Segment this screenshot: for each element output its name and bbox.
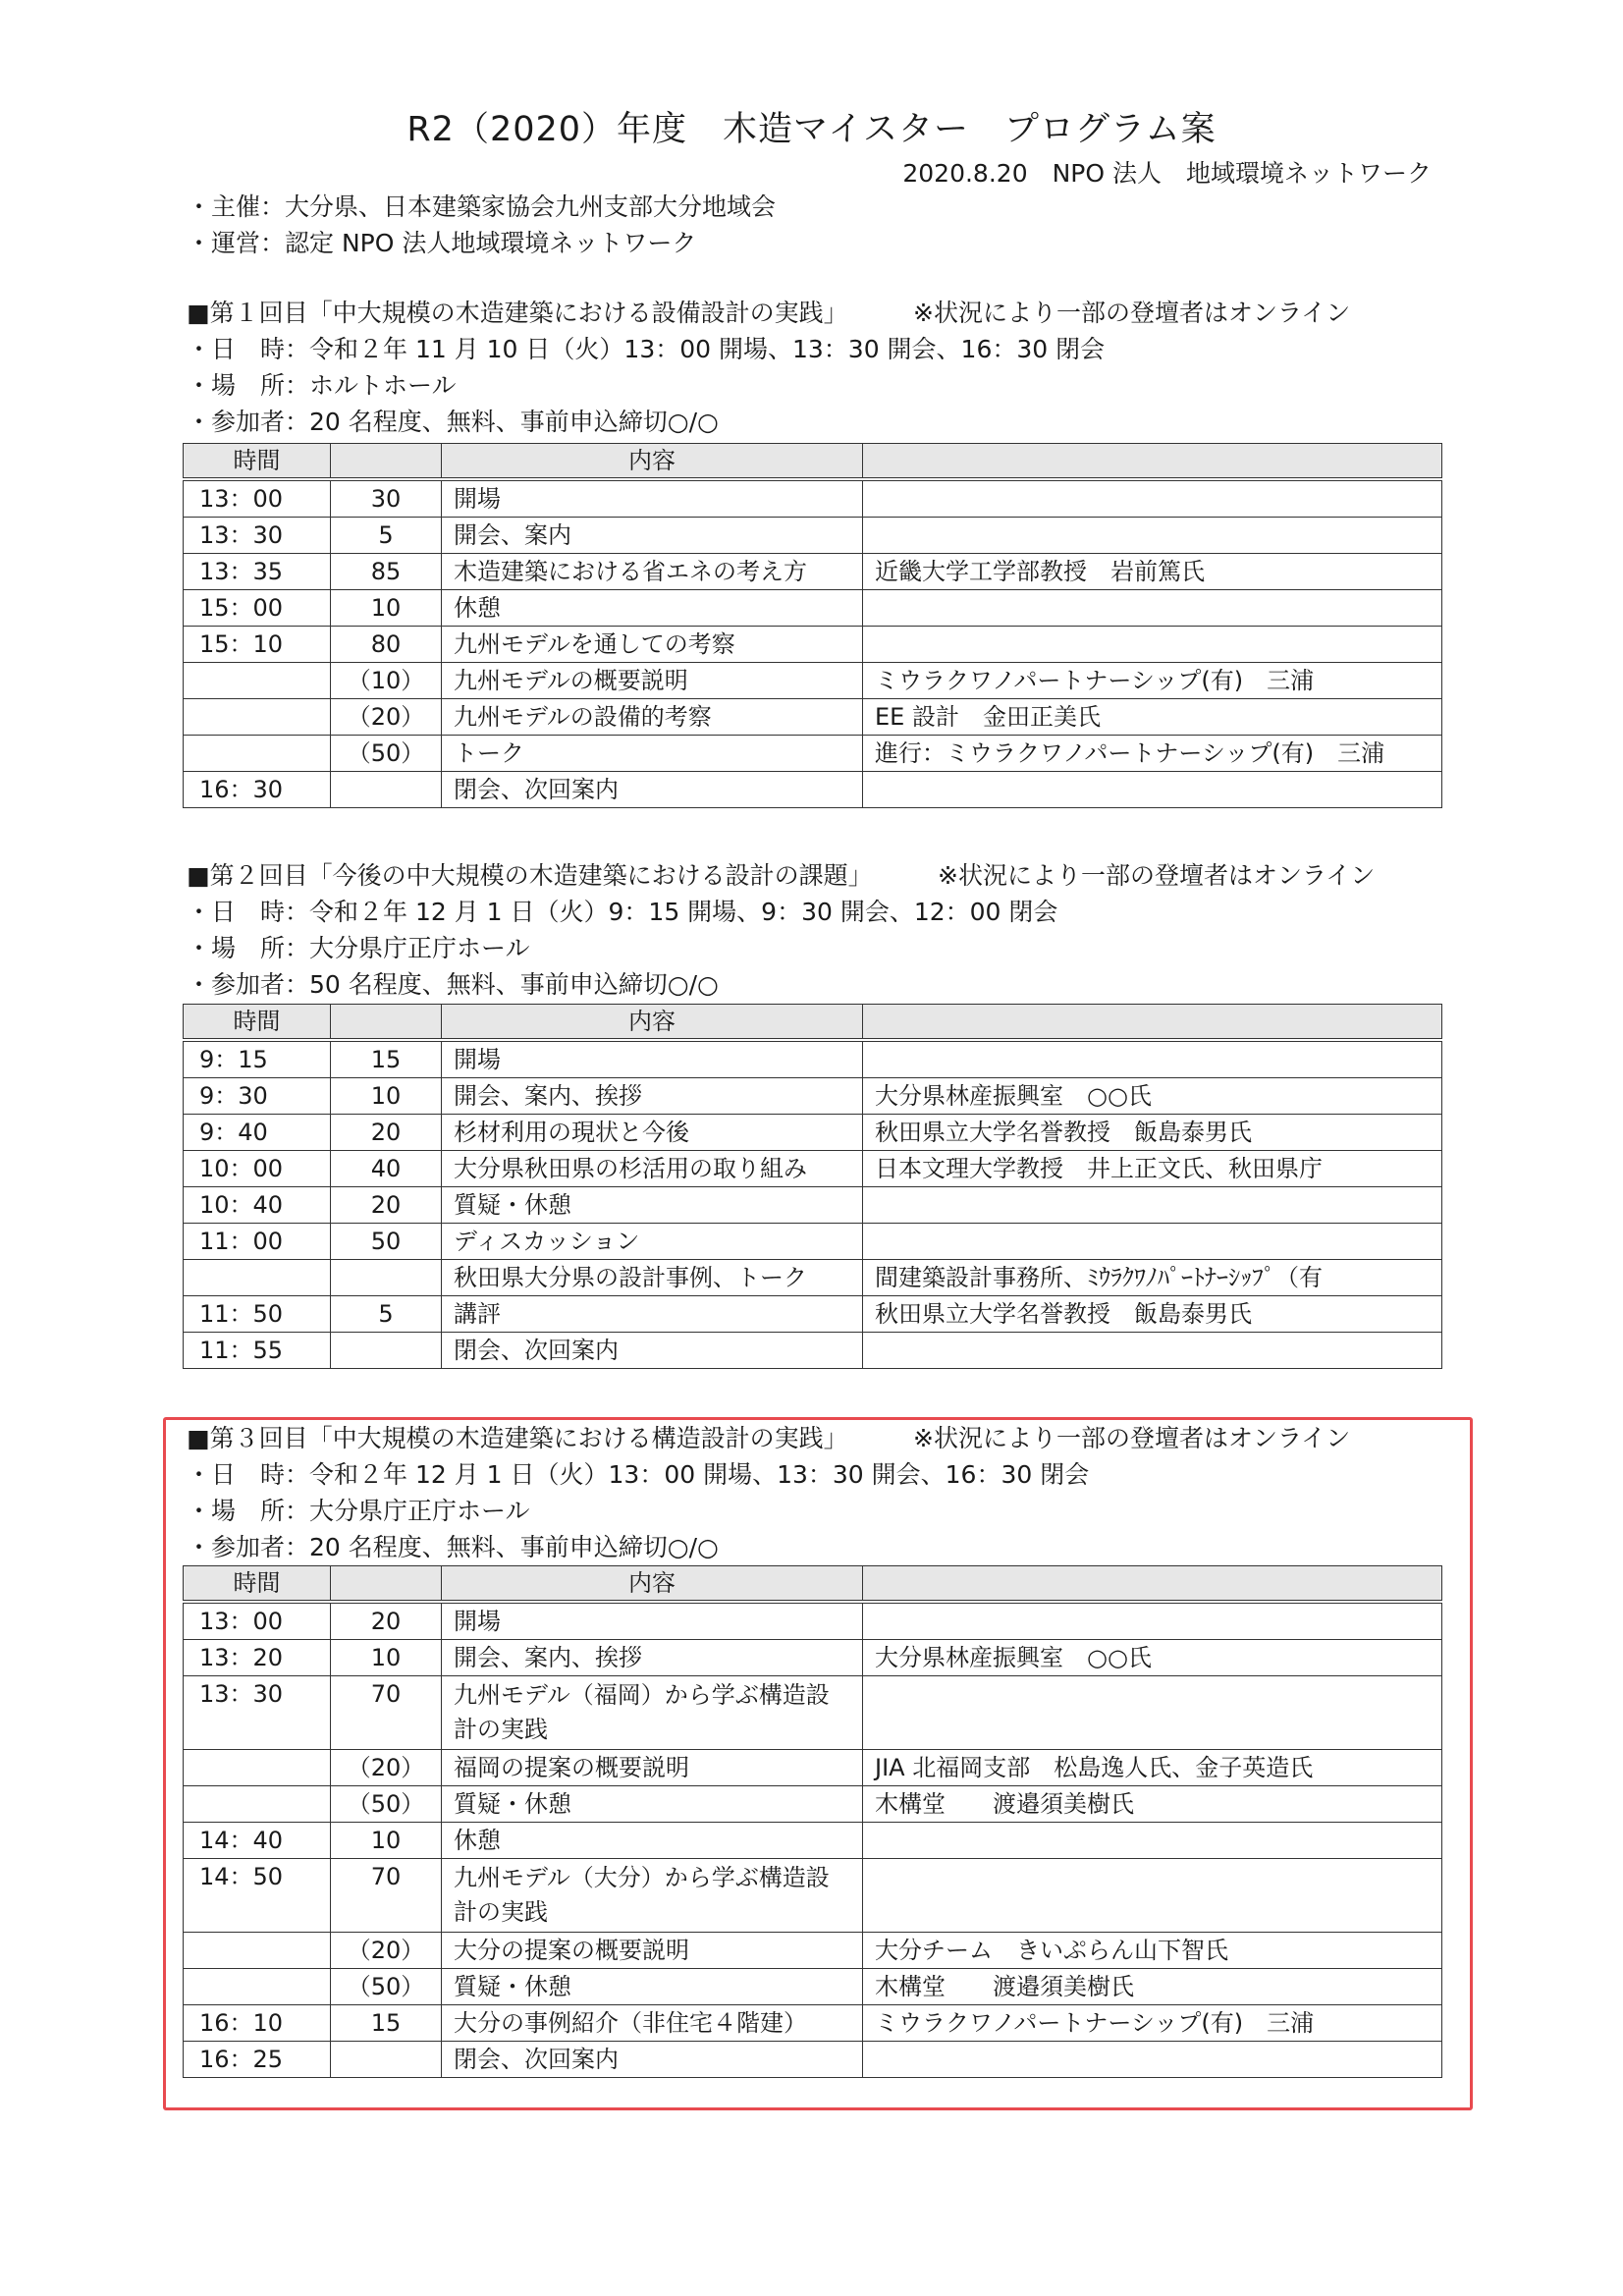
speaker-cell xyxy=(863,518,1442,554)
content-cell: 開場 xyxy=(442,1602,863,1640)
speaker-cell: 日本文理大学教授 井上正文氏、秋田県庁 xyxy=(863,1151,1442,1187)
header-speaker xyxy=(863,1005,1442,1041)
minutes-cell: 70 xyxy=(331,1859,442,1933)
session-1-header xyxy=(187,295,1351,440)
session-2-header xyxy=(187,857,1376,1003)
table-row xyxy=(184,1969,1442,2005)
table-header-row xyxy=(184,1005,1442,1041)
time-cell: 14：50 xyxy=(184,1859,331,1933)
content-cell: 開会、案内、挨拶 xyxy=(442,1078,863,1115)
table-row xyxy=(184,1115,1442,1151)
speaker-cell: 間建築設計事務所、ﾐｳﾗｸﾜﾉﾊﾟｰﾄﾅｰｼｯﾌﾟ（有 xyxy=(863,1260,1442,1296)
time-cell: 11：50 xyxy=(184,1296,331,1333)
minutes-cell: 15 xyxy=(331,2005,442,2042)
content-cell: 大分県秋田県の杉活用の取り組み xyxy=(442,1151,863,1187)
content-cell: 杉材利用の現状と今後 xyxy=(442,1115,863,1151)
content-cell: 九州モデル（福岡）から学ぶ構造設計の実践 xyxy=(442,1676,863,1750)
header-minutes xyxy=(331,1566,442,1603)
speaker-cell xyxy=(863,1823,1442,1859)
table-row xyxy=(184,1187,1442,1224)
content-cell: 質疑・休憩 xyxy=(442,1786,863,1823)
header-minutes xyxy=(331,444,442,480)
table-row xyxy=(184,1260,1442,1296)
session-participants: ・参加者：20 名程度、無料、事前申込締切○/○ xyxy=(187,1533,719,1561)
minutes-cell: 40 xyxy=(331,1151,442,1187)
time-cell: 16：25 xyxy=(184,2042,331,2078)
minutes-cell: 10 xyxy=(331,1823,442,1859)
table-header-row xyxy=(184,1566,1442,1603)
table-row xyxy=(184,699,1442,736)
minutes-cell: 50 xyxy=(331,1224,442,1260)
session-heading: ■第１回目「中大規模の木造建築における設備設計の実践」 xyxy=(187,299,848,327)
session-place: ・場 所：大分県庁正庁ホール xyxy=(187,1497,530,1525)
speaker-cell: ミウラクワノパートナーシップ(有) 三浦 xyxy=(863,663,1442,699)
content-cell: 閉会、次回案内 xyxy=(442,2042,863,2078)
content-cell: 休憩 xyxy=(442,590,863,627)
minutes-cell: （50） xyxy=(331,736,442,772)
minutes-cell xyxy=(331,1260,442,1296)
table-row xyxy=(184,1676,1442,1750)
content-cell: 大分の事例紹介（非住宅４階建） xyxy=(442,2005,863,2042)
time-cell: 13：00 xyxy=(184,1602,331,1640)
time-cell xyxy=(184,1786,331,1823)
speaker-cell xyxy=(863,1333,1442,1369)
content-cell: 大分の提案の概要説明 xyxy=(442,1933,863,1969)
table-row xyxy=(184,1333,1442,1369)
minutes-cell: 20 xyxy=(331,1602,442,1640)
time-cell: 13：00 xyxy=(184,479,331,518)
table-row xyxy=(184,1078,1442,1115)
time-cell: 15：10 xyxy=(184,627,331,663)
time-cell: 13：30 xyxy=(184,518,331,554)
time-cell xyxy=(184,1260,331,1296)
table-row xyxy=(184,1859,1442,1933)
time-cell: 13：20 xyxy=(184,1640,331,1676)
minutes-cell: （20） xyxy=(331,1750,442,1786)
content-cell: 福岡の提案の概要説明 xyxy=(442,1750,863,1786)
session-place: ・場 所：ホルトホール xyxy=(187,371,457,400)
speaker-cell: 木構堂 渡邉須美樹氏 xyxy=(863,1786,1442,1823)
time-cell: 10：00 xyxy=(184,1151,331,1187)
speaker-cell: 秋田県立大学名誉教授 飯島泰男氏 xyxy=(863,1296,1442,1333)
session-3-program-table xyxy=(183,1565,1442,2078)
online-note: ※状況により一部の登壇者はオンライン xyxy=(938,861,1376,890)
content-cell: 開場 xyxy=(442,479,863,518)
minutes-cell: 20 xyxy=(331,1115,442,1151)
table-row xyxy=(184,1750,1442,1786)
time-cell: 9：40 xyxy=(184,1115,331,1151)
table-header-row xyxy=(184,444,1442,480)
session-date: ・日 時：令和２年 12 月 1 日（火）9：15 開場、9：30 開会、12：00 閉会 xyxy=(187,898,1058,926)
minutes-cell: 10 xyxy=(331,1078,442,1115)
content-cell: 開会、案内 xyxy=(442,518,863,554)
time-cell: 15：00 xyxy=(184,590,331,627)
session-date: ・日 時：令和２年 11 月 10 日（火）13：00 開場、13：30 開会、16：30 閉会 xyxy=(187,335,1106,363)
content-cell: 九州モデルの設備的考察 xyxy=(442,699,863,736)
session-heading: ■第２回目「今後の中大規模の木造建築における設計の課題」 xyxy=(187,861,873,890)
table-row xyxy=(184,627,1442,663)
session-participants: ・参加者：20 名程度、無料、事前申込締切○/○ xyxy=(187,408,719,436)
table-row xyxy=(184,2005,1442,2042)
content-cell: 閉会、次回案内 xyxy=(442,772,863,808)
table-row xyxy=(184,2042,1442,2078)
minutes-cell: 30 xyxy=(331,479,442,518)
minutes-cell: （50） xyxy=(331,1969,442,2005)
organizer-line: ・主催：大分県、日本建築家協会九州支部大分地域会 xyxy=(187,192,777,221)
content-cell: 閉会、次回案内 xyxy=(442,1333,863,1369)
time-cell: 9：30 xyxy=(184,1078,331,1115)
speaker-cell: 木構堂 渡邉須美樹氏 xyxy=(863,1969,1442,2005)
content-cell: 開場 xyxy=(442,1040,863,1078)
content-cell: 秋田県大分県の設計事例、トーク xyxy=(442,1260,863,1296)
minutes-cell: 20 xyxy=(331,1187,442,1224)
speaker-cell xyxy=(863,1224,1442,1260)
table-row xyxy=(184,1823,1442,1859)
speaker-cell: 大分県林産振興室 ○○氏 xyxy=(863,1078,1442,1115)
table-row xyxy=(184,1151,1442,1187)
online-note: ※状況により一部の登壇者はオンライン xyxy=(913,299,1351,327)
table-row xyxy=(184,1602,1442,1640)
time-cell: 10：40 xyxy=(184,1187,331,1224)
speaker-cell xyxy=(863,590,1442,627)
content-cell: 木造建築における省エネの考え方 xyxy=(442,554,863,590)
table-row xyxy=(184,479,1442,518)
time-cell xyxy=(184,699,331,736)
content-cell: 九州モデル（大分）から学ぶ構造設計の実践 xyxy=(442,1859,863,1933)
time-cell xyxy=(184,1969,331,2005)
minutes-cell xyxy=(331,772,442,808)
speaker-cell xyxy=(863,1676,1442,1750)
session-participants: ・参加者：50 名程度、無料、事前申込締切○/○ xyxy=(187,970,719,999)
table-row xyxy=(184,1040,1442,1078)
table-row xyxy=(184,1786,1442,1823)
content-cell: トーク xyxy=(442,736,863,772)
content-cell: 九州モデルの概要説明 xyxy=(442,663,863,699)
speaker-cell: 近畿大学工学部教授 岩前篤氏 xyxy=(863,554,1442,590)
operator-line: ・運営：認定 NPO 法人地域環境ネットワーク xyxy=(187,229,697,257)
header-content: 内容 xyxy=(442,1005,863,1041)
minutes-cell: 70 xyxy=(331,1676,442,1750)
minutes-cell: （10） xyxy=(331,663,442,699)
time-cell: 14：40 xyxy=(184,1823,331,1859)
table-row xyxy=(184,1224,1442,1260)
minutes-cell: 10 xyxy=(331,590,442,627)
table-row xyxy=(184,736,1442,772)
minutes-cell: （20） xyxy=(331,699,442,736)
header-speaker xyxy=(863,444,1442,480)
minutes-cell: （20） xyxy=(331,1933,442,1969)
online-note: ※状況により一部の登壇者はオンライン xyxy=(913,1424,1351,1452)
session-place: ・場 所：大分県庁正庁ホール xyxy=(187,934,530,962)
table-row xyxy=(184,1296,1442,1333)
table-row xyxy=(184,772,1442,808)
content-cell: 質疑・休憩 xyxy=(442,1187,863,1224)
content-cell: 質疑・休憩 xyxy=(442,1969,863,2005)
content-cell: 九州モデルを通しての考察 xyxy=(442,627,863,663)
speaker-cell: EE 設計 金田正美氏 xyxy=(863,699,1442,736)
minutes-cell: 5 xyxy=(331,1296,442,1333)
time-cell: 16：30 xyxy=(184,772,331,808)
time-cell: 9：15 xyxy=(184,1040,331,1078)
speaker-cell xyxy=(863,479,1442,518)
speaker-cell xyxy=(863,1040,1442,1078)
minutes-cell: 15 xyxy=(331,1040,442,1078)
content-cell: 講評 xyxy=(442,1296,863,1333)
time-cell: 16：10 xyxy=(184,2005,331,2042)
table-row xyxy=(184,1640,1442,1676)
header-time: 時間 xyxy=(184,444,331,480)
minutes-cell xyxy=(331,2042,442,2078)
speaker-cell xyxy=(863,772,1442,808)
header-time: 時間 xyxy=(184,1566,331,1603)
speaker-cell xyxy=(863,2042,1442,2078)
minutes-cell: 5 xyxy=(331,518,442,554)
header-speaker xyxy=(863,1566,1442,1603)
table-row xyxy=(184,590,1442,627)
speaker-cell xyxy=(863,1602,1442,1640)
header-content: 内容 xyxy=(442,1566,863,1603)
session-1-program-table xyxy=(183,443,1442,808)
speaker-cell: 進行：ミウラクワノパートナーシップ(有) 三浦 xyxy=(863,736,1442,772)
minutes-cell: （50） xyxy=(331,1786,442,1823)
time-cell xyxy=(184,663,331,699)
header-time: 時間 xyxy=(184,1005,331,1041)
minutes-cell xyxy=(331,1333,442,1369)
content-cell: 休憩 xyxy=(442,1823,863,1859)
organizer-info xyxy=(187,189,776,261)
speaker-cell: 秋田県立大学名誉教授 飯島泰男氏 xyxy=(863,1115,1442,1151)
time-cell: 13：30 xyxy=(184,1676,331,1750)
speaker-cell: 大分県林産振興室 ○○氏 xyxy=(863,1640,1442,1676)
time-cell: 11：00 xyxy=(184,1224,331,1260)
session-2-program-table xyxy=(183,1004,1442,1369)
minutes-cell: 80 xyxy=(331,627,442,663)
table-row xyxy=(184,1933,1442,1969)
speaker-cell: JIA 北福岡支部 松島逸人氏、金子英造氏 xyxy=(863,1750,1442,1786)
time-cell xyxy=(184,1933,331,1969)
time-cell: 11：55 xyxy=(184,1333,331,1369)
header-minutes xyxy=(331,1005,442,1041)
header-content: 内容 xyxy=(442,444,863,480)
time-cell xyxy=(184,1750,331,1786)
speaker-cell xyxy=(863,627,1442,663)
speaker-cell: 大分チーム きいぷらん山下智氏 xyxy=(863,1933,1442,1969)
table-row xyxy=(184,518,1442,554)
content-cell: ディスカッション xyxy=(442,1224,863,1260)
table-row xyxy=(184,663,1442,699)
minutes-cell: 10 xyxy=(331,1640,442,1676)
session-heading: ■第３回目「中大規模の木造建築における構造設計の実践」 xyxy=(187,1424,848,1452)
minutes-cell: 85 xyxy=(331,554,442,590)
session-date: ・日 時：令和２年 12 月 1 日（火）13：00 開場、13：30 開会、16：30 閉会 xyxy=(187,1460,1090,1489)
document-date-author: 2020.8.20 NPO 法人 地域環境ネットワーク xyxy=(902,159,1432,188)
table-row xyxy=(184,554,1442,590)
session-3-header xyxy=(187,1420,1351,1565)
page-title: R2（2020）年度 木造マイスター プログラム案 xyxy=(406,110,1217,149)
speaker-cell xyxy=(863,1859,1442,1933)
content-cell: 開会、案内、挨拶 xyxy=(442,1640,863,1676)
time-cell: 13：35 xyxy=(184,554,331,590)
time-cell xyxy=(184,736,331,772)
speaker-cell xyxy=(863,1187,1442,1224)
speaker-cell: ミウラクワノパートナーシップ(有) 三浦 xyxy=(863,2005,1442,2042)
